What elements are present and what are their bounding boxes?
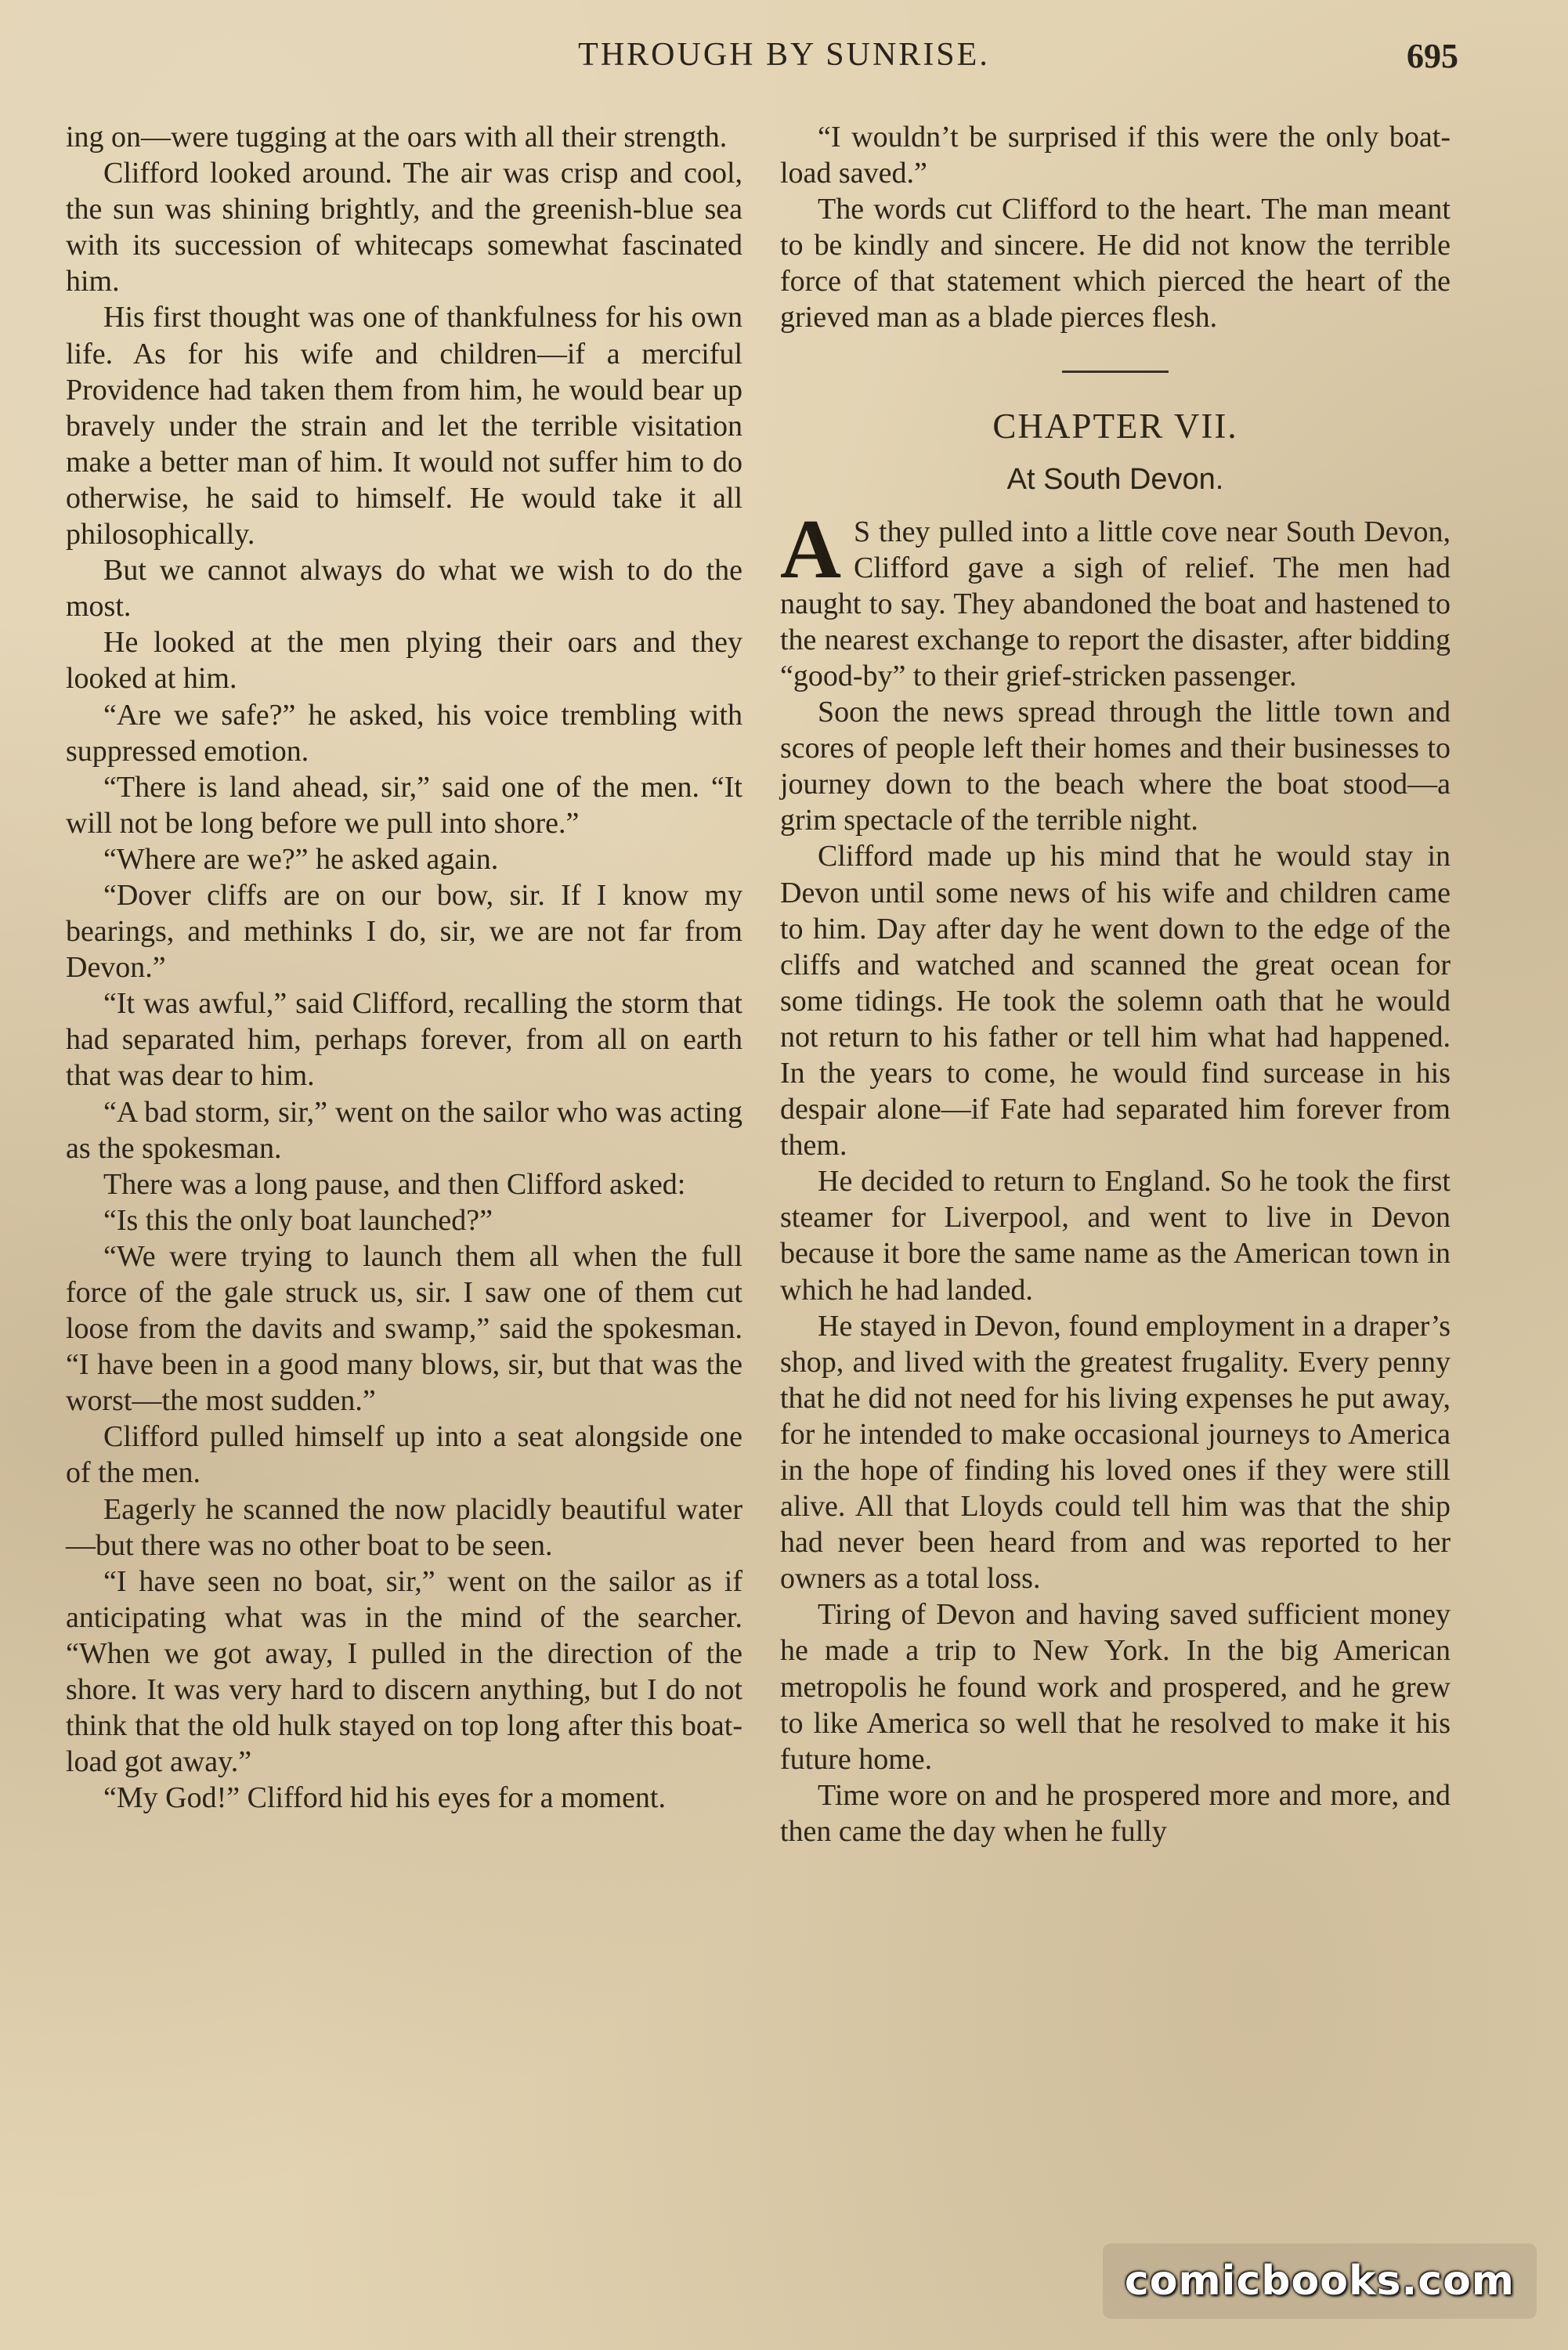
paragraph: But we cannot always do what we wish to do the most. [66,554,742,624]
left-column [66,119,742,1816]
section-divider [1062,371,1169,373]
page-number: 695 [1407,37,1458,75]
paragraph: The words cut Clifford to the heart. The man meant to be kindly and sincere. He did not know the terrible force of that statement which pierced the heart of the grieved man as a blade pierces flesh. [780,193,1451,334]
chapter-opening-paragraph [780,502,1451,694]
watermark: comicbooks.com [1103,2243,1537,2319]
paragraph: Clifford pulled himself up into a seat alongside one of the men. [66,1420,742,1490]
paragraph: “Is this the only boat launched?” [103,1203,493,1237]
paragraph: “I have seen no boat, sir,” went on the sailor as if anticipating what was in the mind of the searcher. “When we got away, I pulled in the direction of the shore. It was very hard to discern anything, but I do not think that the old hulk stayed on top long after this boat-load got away.” [66,1564,742,1779]
paragraph: “It was awful,” said Clifford, recalling the storm that had separated him, perhaps forever, from all on earth that was dear to him. [66,987,742,1093]
chapter-title: CHAPTER VII. [992,406,1238,446]
paragraph: Clifford looked around. The air was crisp and cool, the sun was shining brightly, and the greenish-blue sea with its succession of whitecaps somewhat fascinated him. [66,157,742,298]
page-header [0,36,1568,91]
chapter-subtitle: At South Devon. [1006,462,1224,496]
chapter-opening-text: S they pulled into a little cove near South Devon, Clifford gave a sigh of relief. The men had naught to say. They abandoned the boat and hastened to the nearest exchange to report the disaster, after bidding “good-by” to their grief-stricken passenger. [780,515,1451,692]
paragraph: Time wore on and he prospered more and more, and then came the day when he fully [780,1778,1451,1848]
paragraph: “Dover cliffs are on our bow, sir. If I know my bearings, and methinks I do, sir, we are not far from Devon.” [66,878,742,985]
paragraph: There was a long pause, and then Clifford asked: [103,1167,686,1201]
paragraph: His first thought was one of thankfulness for his own life. As for his wife and children—if a merciful Providence had taken them from him, he would bear up bravely under the strain and let the terrible visitation make a better man of him. It would not suffer him to do otherwise, he said to himself. He would take it all philosophically. [66,301,742,551]
paragraph: He decided to return to England. So he took the first steamer for Liverpool, and went to live in Devon because it bore the same name as the American town in which he had landed. [780,1165,1451,1307]
paragraph: “There is land ahead, sir,” said one of the men. “It will not be long before we pull into shore.” [66,770,742,840]
paragraph: Tiring of Devon and having saved sufficient money he made a trip to New York. In the big American metropolis he found work and prospered, and he grew to like America so well that he resolved to make it his future home. [780,1598,1451,1776]
running-title: THROUGH BY SUNRISE. [578,37,990,73]
paragraph: He looked at the men plying their oars and they looked at him. [66,626,742,696]
paragraph: Eagerly he scanned the now placidly beautiful water—but there was no other boat to be seen. [66,1492,742,1562]
paragraph: ing on—were tugging at the oars with all their strength. [66,121,728,154]
paragraph: “Where are we?” he asked again. [103,842,499,876]
paragraph: “I wouldn’t be surprised if this were the only boat-load saved.” [780,121,1451,190]
paragraph: He stayed in Devon, found employment in a draper’s shop, and lived with the greatest frugality. Every penny that he did not need for his living expenses he put away, for he intended to make occasional journeys to America in the hope of finding his loved ones if they were still alive. All that Lloyds could tell him was that the ship had never been heard from and was reported to her owners as a total loss. [780,1309,1451,1596]
paragraph: Soon the news spread through the little town and scores of people left their homes and their businesses to journey down to the beach where the boat stood—a grim spectacle of the terrible night. [780,696,1451,837]
paragraph: Clifford made up his mind that he would stay in Devon until some news of his wife and children came to him. Day after day he went down to the edge of the cliffs and watched and scanned the great ocean for some tidings. He took the solemn oath that he would not return to his father or tell him what had happened. In the years to come, he would find surcease in his despair alone—if Fate had separated him forever from them. [780,840,1451,1162]
paragraph: “We were trying to launch them all when the full force of the gale struck us, sir. I saw one of them cut loose from the davits and swamp,” said the spokesman. “I have been in a good many blows, sir, but that was the worst—the most sudden.” [66,1239,742,1418]
paragraph: “My God!” Clifford hid his eyes for a moment. [103,1781,666,1815]
paragraph: “A bad storm, sir,” went on the sailor who was acting as the spokesman. [66,1095,742,1165]
right-column [780,119,1451,1849]
drop-cap: A [780,502,841,596]
paragraph: “Are we safe?” he asked, his voice trembling with suppressed emotion. [66,698,742,768]
